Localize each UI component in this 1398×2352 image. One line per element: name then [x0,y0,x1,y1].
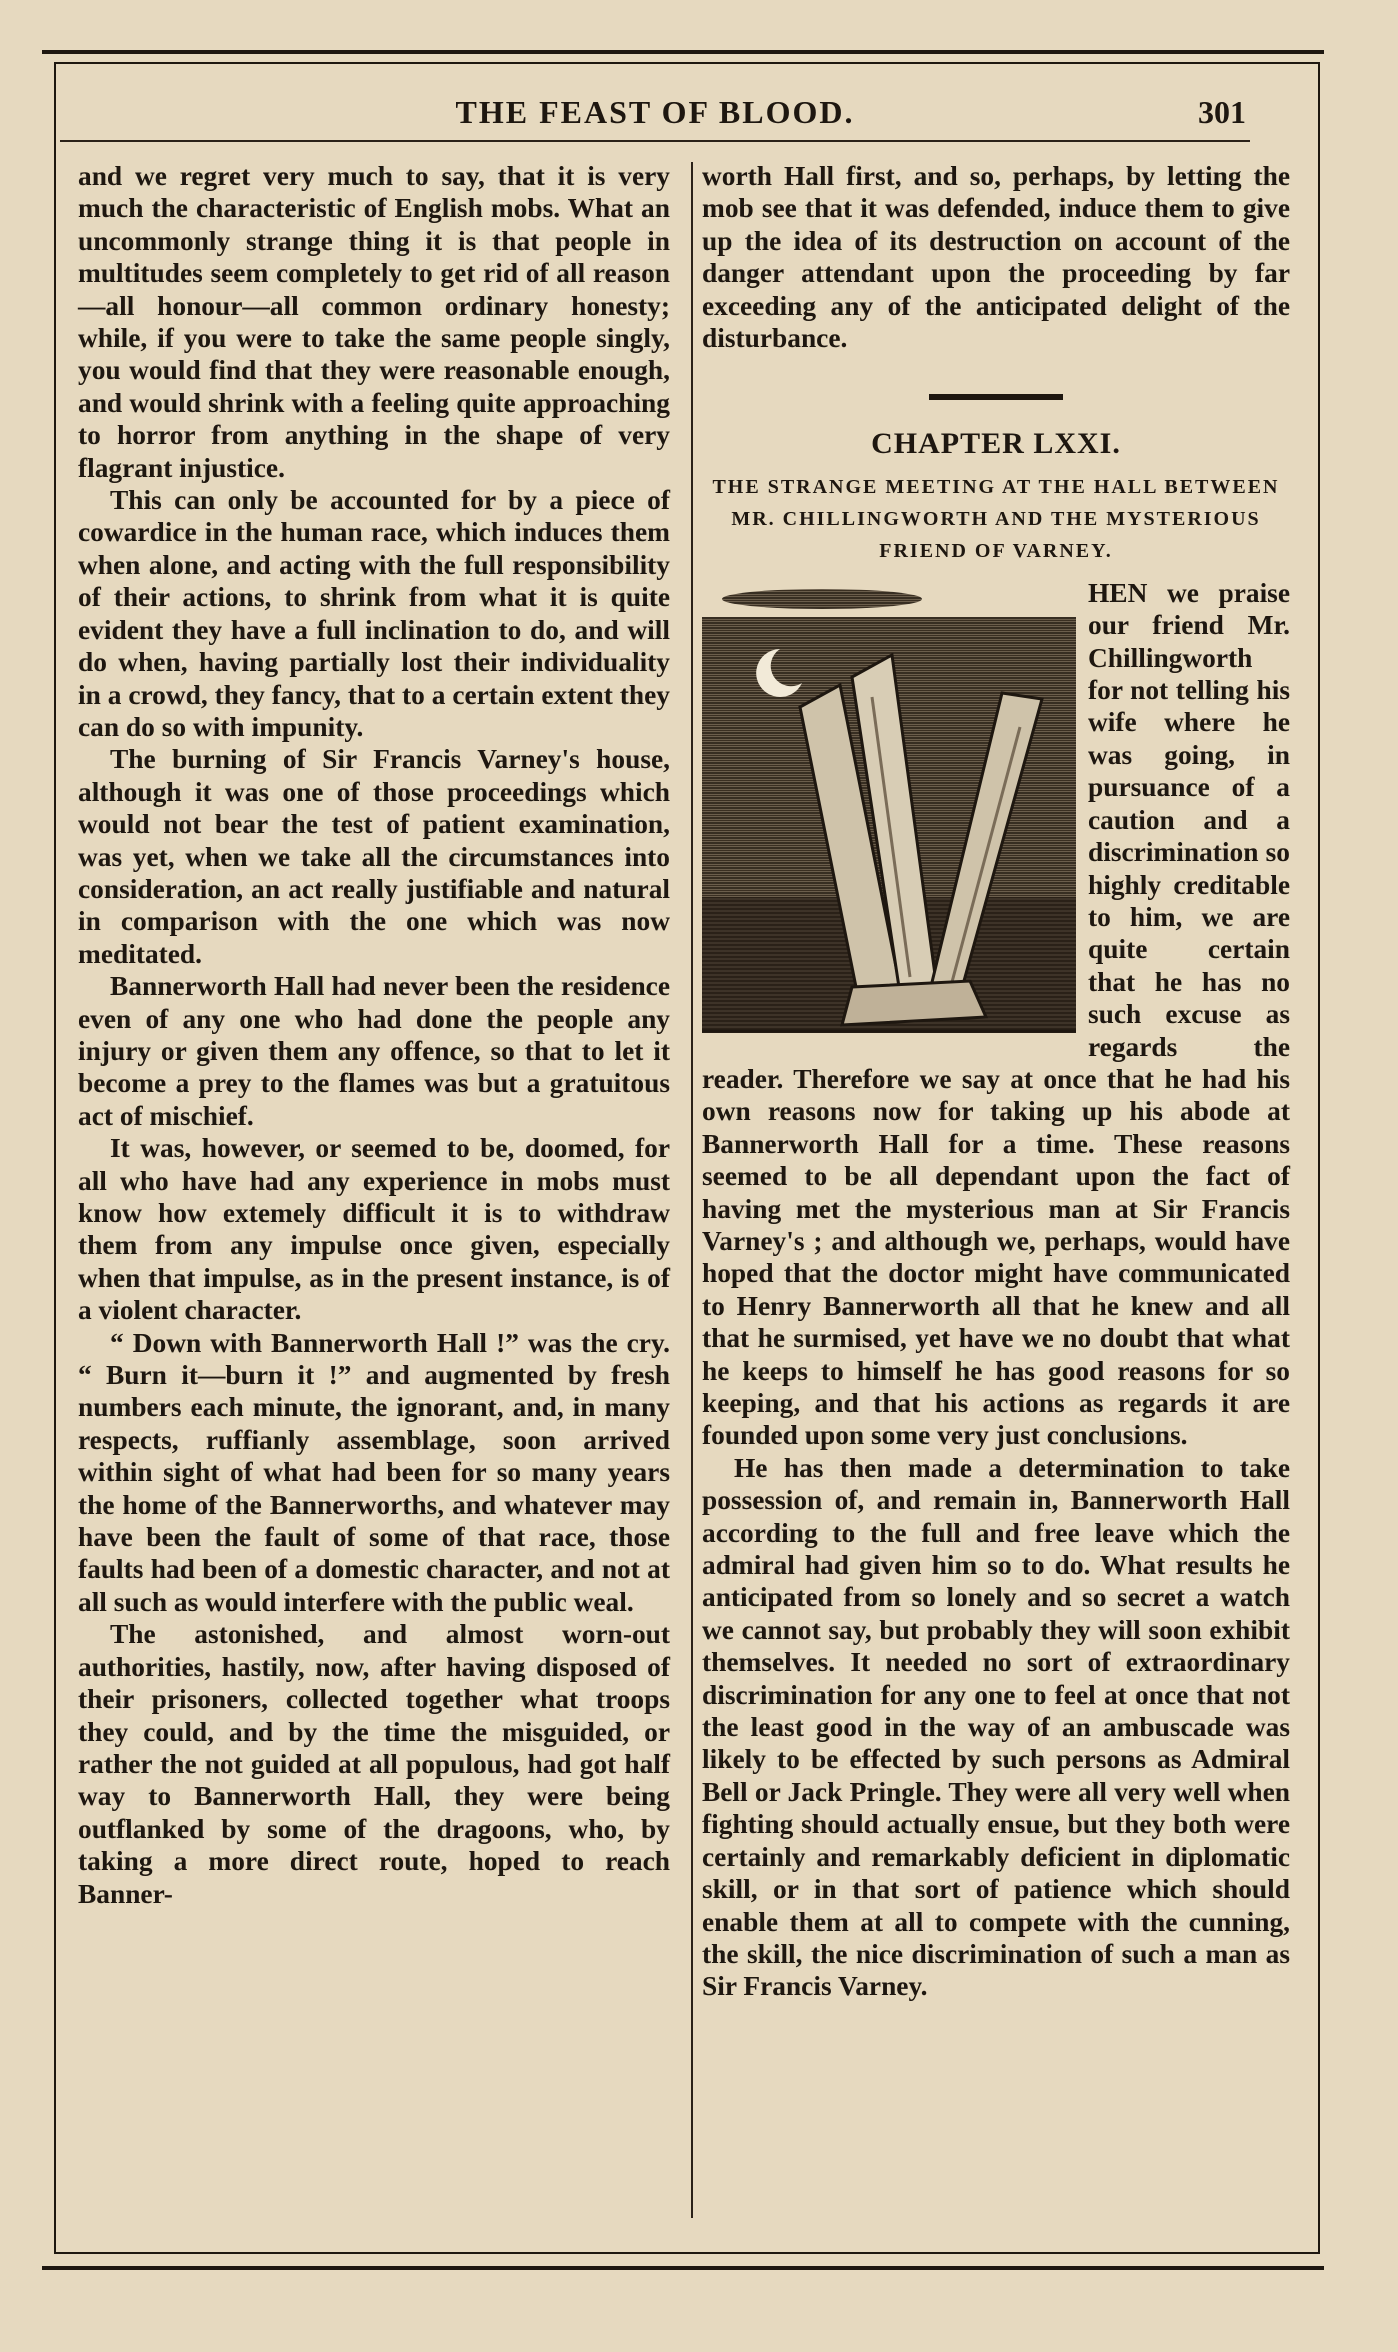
paragraph: This can only be accounted for by a piece of cowardice in the human race, which induces them when alone, and acting with the full responsibility of their actions, to shrink from what it is quite evident they have a full inclination to do, and will do when, having partially lost their individuality in a crowd, they fancy, that to a certain extent they can do so with impunity. [78,485,670,742]
paragraph: and we regret very much to say, that it is very much the characteristic of English mobs. What an uncommonly strange thing it is that people in multitudes seem completely to get rid of all reason—all honour—all common ordinary honesty; while, if you were to take the same people singly, you would find that they were reasonable enough, and would shrink with a feeling quite approaching to horror from anything in the shape of very flagrant injustice. [78,161,670,483]
paragraph: The burning of Sir Francis Varney's house, although it was one of those proceedings which would not bear the test of patient examination, was yet, when we take all the circumstances into consideration, an act really justifiable and natural in comparison with the one which was now meditated. [78,744,670,969]
column-divider [691,162,693,2218]
chapter-subtitle: THE STRANGE MEETING AT THE HALL BETWEEN MR. CHILLINGWORTH AND THE MYSTERIOUS FRIEND OF VARNEY. [712,475,1280,562]
running-header [60,88,1250,142]
paragraph: It was, however, or seemed to be, doomed, for all who have had any experience in mobs must know how extemely difficult it is to withdraw them from any impulse once given, especially when that impulse, as in the present instance, is of a violent character. [78,1133,670,1326]
running-title: THE FEAST OF BLOOD. [455,94,855,130]
page-number: 301 [1198,94,1246,130]
moonlit-ruins-dropcap-icon [702,577,1076,1033]
paragraph: He has then made a determination to take possession of, and remain in, Bannerworth Hall according to the full and free leave which the admiral had given him so to do. What results he anticipated from so lonely and so secret a watch we cannot say, but probably they will soon exhibit themselves. It needed no sort of extraordinary discrimination for any one to feel at once that not the least good in the way of an ambuscade was likely to be effected by such persons as Admiral Bell or Jack Pringle. They were all very well when fighting should actually ensue, but they both were certainly and remarkably deficient in diplomatic skill, or in that sort of patience which should enable them at all to compete with the cunning, the skill, the nice discrimination of such a man as Sir Francis Varney. [702,1452,1290,2002]
chapter-heading: CHAPTER LXXI. [871,427,1121,461]
paragraph: The astonished, and almost worn-out authorities, hastily, now, after having disposed of their prisoners, collected together what troops they could, and by the time the misguided, or rather the not guided at all populous, had got half way to Bannerworth Hall, they were being outflanked by some of the dragoons, who, by taking a more direct route, hoped to reach Banner- [78,1619,670,1909]
left-column [78,160,670,1910]
paragraph: Bannerworth Hall had never been the residence even of any one who had done the people any injury or given them any offence, so that to let it become a prey to the flames was but a gratuitous act of mischief. [78,971,670,1131]
paragraph: “ Down with Bannerworth Hall !” was the cry. “ Burn it—burn it !” and augmented by fresh numbers each minute, the ignorant, and, in many respects, ruffianly assemblage, soon arrived within sight of what had been for so many years the home of the Bannerworths, and whatever may have been the fault of some of that race, those faults had been of a domestic character, and not at all such as would interfere with the public weal. [78,1327,670,1617]
dropcap-continuation: HEN [1088,577,1148,608]
paragraph-text: we praise our friend Mr. Chillingworth for not telling his wife where he was going, in pursuance of a caution and a discrimination so highly creditable to him, we are quite certain that he has no such excuse as regards the reader. Therefore we say at once that he had his own reasons now for taking up his abode at Bannerworth Hall for a time. These reasons seemed to be all dependant upon the fact of having met the mysterious man at Sir Francis Varney's ; and although we, perhaps, would have hoped that the doctor might have communicated to Henry Bannerworth all that he knew and all that he surmised, yet have we no doubt that what he keeps to himself he has good reasons for so keeping, and that his actions as regards it are founded upon some very just conclusions. [702,577,1290,1451]
chapter-first-paragraph [702,577,1290,1452]
right-column [702,160,1290,2003]
continuation-paragraph: worth Hall first, and so, perhaps, by letting the mob see that it was defended, induce them to give up the idea of its destruction on account of the danger attendant upon the proceeding by far exceeding any of the anticipated delight of the disturbance. [702,161,1290,354]
section-divider [929,394,1063,400]
